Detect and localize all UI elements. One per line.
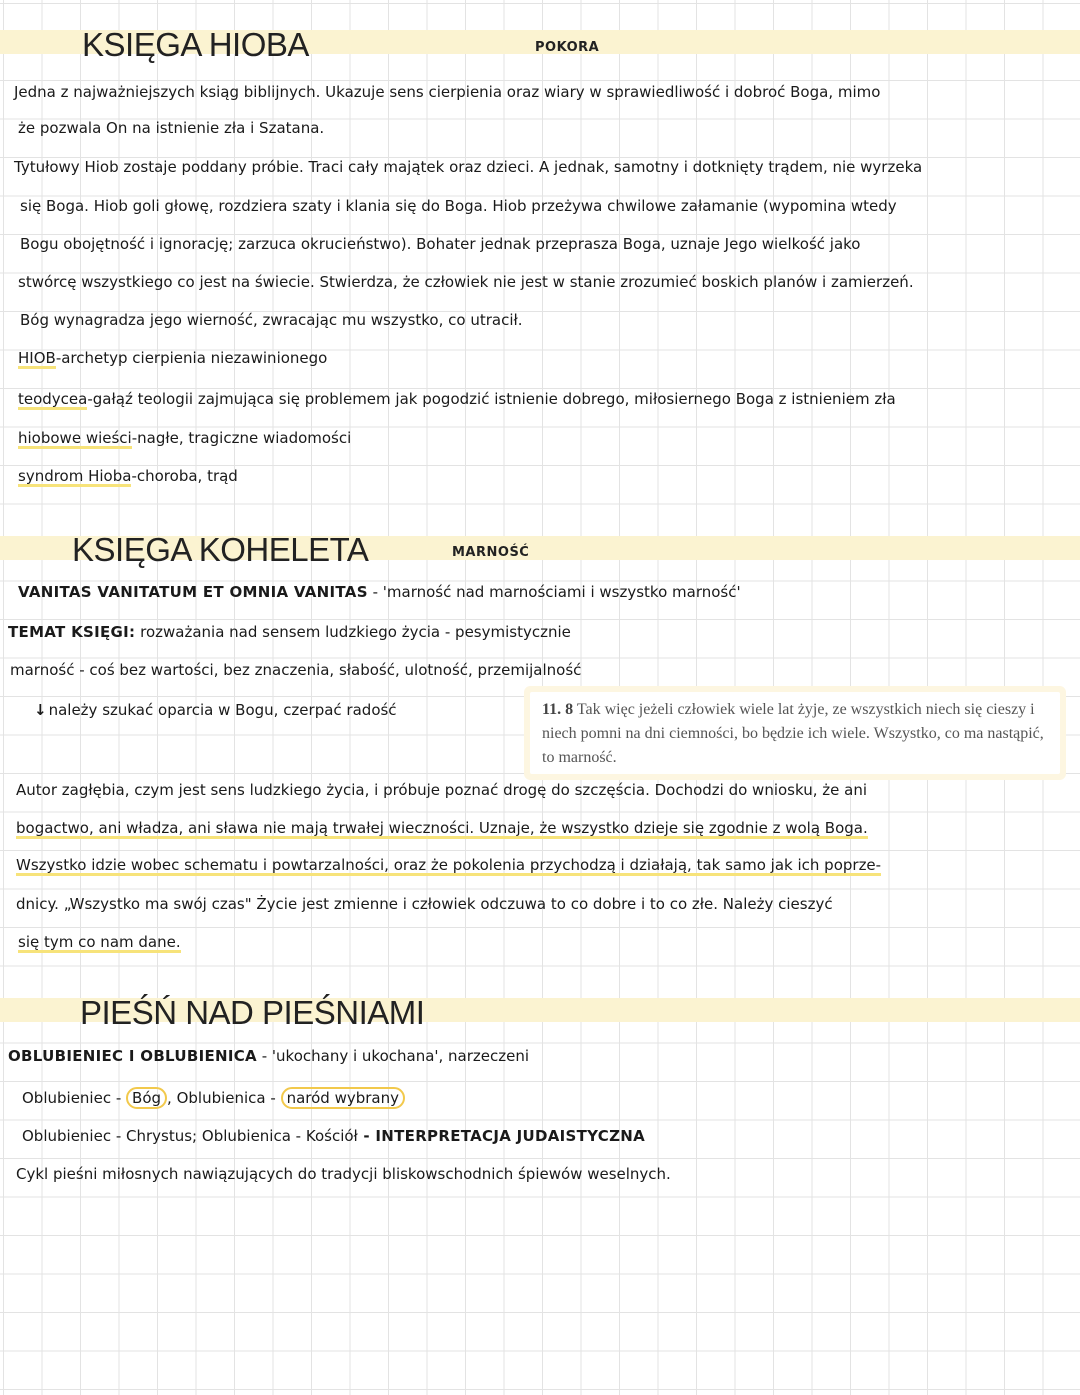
kohelet-para-2 — [16, 818, 868, 838]
kohelet-motto — [18, 582, 741, 602]
definition-hiob — [18, 348, 327, 368]
arrow-down-icon: ↓ — [34, 701, 47, 719]
kohelet-para-5 — [18, 932, 181, 952]
theme-text: rozważania nad sensem ludzkiego życia - pesymistycznie — [135, 623, 571, 641]
piesn-line-2-b: - INTERPRETACJA JUDAISTYCZNA — [357, 1127, 646, 1145]
quote-text: Tak więc jeżeli człowiek wiele lat żyje, ze wszystkich niech się cieszy i niech pomni na dni ciemności, bo będzie ich wiele. Wszystko, co ma nastąpić, to marność. — [542, 701, 1044, 766]
kohelet-para-2-text: bogactwo, ani władza, ani sława nie mają trwałej wieczności. Uznaje, że wszystko dzieje się zgodnie z wolą Boga. — [16, 819, 868, 837]
piesn-bog-circled: Bóg — [126, 1087, 167, 1109]
kohelet-bullet — [34, 700, 397, 720]
definition-separator: - — [131, 467, 137, 485]
kohelet-para-3 — [16, 855, 881, 875]
section-title-piesn: PIEŚŃ NAD PIEŚNIAMI — [80, 994, 425, 1031]
piesn-line-1-c: , Oblubienica - — [167, 1089, 281, 1107]
motto-latin: VANITAS VANITATUM ET OMNIA VANITAS — [18, 583, 368, 601]
piesn-heading-upper: OBLUBIENIEC I OBLUBIENICA — [8, 1047, 257, 1065]
hiob-line-6: stwórcę wszystkiego co jest na świecie. Stwierdza, że człowiek nie jest w stanie zrozumieć boskich planów i zamierzeń. — [18, 273, 914, 291]
theme-label: TEMAT KSIĘGI: — [8, 623, 136, 641]
definition-separator: - — [87, 390, 93, 408]
bible-quote-box — [530, 692, 1060, 774]
motto-translation: - 'marność nad marnościami i wszystko marność' — [367, 583, 741, 601]
section-keyword-kohelet: MARNOŚĆ — [452, 545, 530, 560]
bullet-text: należy szukać oparcia w Bogu, czerpać radość — [48, 701, 397, 719]
section-title-kohelet: KSIĘGA KOHELETA — [72, 531, 369, 568]
definition-term: teodycea — [18, 390, 88, 408]
piesn-heading-rest: - 'ukochany i ukochana', narzeczeni — [256, 1047, 530, 1065]
piesn-line-2-a: Oblubieniec - Chrystus; Oblubienica - Kościół — [22, 1127, 358, 1145]
kohelet-theme — [8, 622, 571, 642]
piesn-line-1-a: Oblubieniec - — [22, 1089, 127, 1107]
piesn-line-2 — [22, 1126, 645, 1146]
section-title-hiob: KSIĘGA HIOBA — [82, 26, 309, 63]
quote-reference: 11. 8 — [542, 701, 574, 718]
definition-syndrom-hioba — [18, 466, 238, 486]
definition-text: choroba, trąd — [136, 467, 238, 485]
section-keyword-hiob: POKORA — [535, 40, 600, 55]
definition-separator: - — [55, 349, 62, 367]
kohelet-para-1: Autor zagłębia, czym jest sens ludzkiego życia, i próbuje poznać drogę do szczęścia. Dochodzi do wniosku, że ani — [16, 781, 868, 799]
kohelet-para-4: dnicy. „Wszystko ma swój czas" Życie jest zmienne i człowiek odczuwa to co dobre i to co złe. Należy cieszyć — [16, 895, 833, 913]
kohelet-para-3-text: Wszystko idzie wobec schematu i powtarzalności, oraz że pokolenia przychodzą i działają, tak samo jak ich poprze- — [16, 856, 882, 874]
definition-term: HIOB — [18, 349, 56, 367]
definition-term: hiobowe wieści — [18, 429, 132, 447]
piesn-line-1 — [22, 1088, 405, 1108]
piesn-line-3: Cykl pieśni miłosnych nawiązujących do tradycji bliskowschodnich śpiewów weselnych. — [16, 1165, 671, 1183]
definition-text: gałąź teologii zajmująca się problemem jak pogodzić istnienie dobrego, miłosiernego Boga z istnieniem zła — [92, 390, 896, 408]
hiob-line-5: Bogu obojętność i ignorację; zarzuca okrucieństwo). Bohater jednak przeprasza Boga, uznaje Jego wielkość jako — [20, 235, 861, 253]
definition-text: archetyp cierpienia niezawinionego — [61, 349, 328, 367]
hiob-line-4: się Boga. Hiob goli głowę, rozdziera szaty i klania się do Boga. Hiob przeżywa chwilowe załamanie (wypomina wtedy — [20, 197, 897, 215]
definition-separator: - — [131, 429, 138, 447]
piesn-narod-circled: naród wybrany — [281, 1087, 405, 1109]
definition-term: syndrom Hioba — [18, 467, 132, 485]
kohelet-vanity-definition: marność - coś bez wartości, bez znaczenia, słabość, ulotność, przemijalność — [10, 661, 582, 679]
kohelet-para-5-text: się tym co nam dane. — [18, 933, 181, 951]
definition-teodycea — [18, 389, 896, 409]
hiob-line-2: że pozwala On na istnienie zła i Szatana. — [18, 119, 325, 137]
bible-quote — [542, 698, 1052, 770]
piesn-heading — [8, 1046, 529, 1066]
hiob-line-1: Jedna z najważniejszych ksiąg biblijnych. Ukazuje sens cierpienia oraz wiary w sprawiedliwość i dobroć Boga, mimo — [14, 83, 881, 101]
hiob-line-7: Bóg wynagradza jego wierność, zwracając mu wszystko, co utracił. — [20, 311, 523, 329]
definition-hiobowe-wiesci — [18, 428, 351, 448]
hiob-line-3: Tytułowy Hiob zostaje poddany próbie. Traci cały majątek oraz dzieci. A jednak, samotny i dotknięty trądem, nie wyrzeka — [14, 158, 923, 176]
definition-text: nagłe, tragiczne wiadomości — [137, 429, 352, 447]
